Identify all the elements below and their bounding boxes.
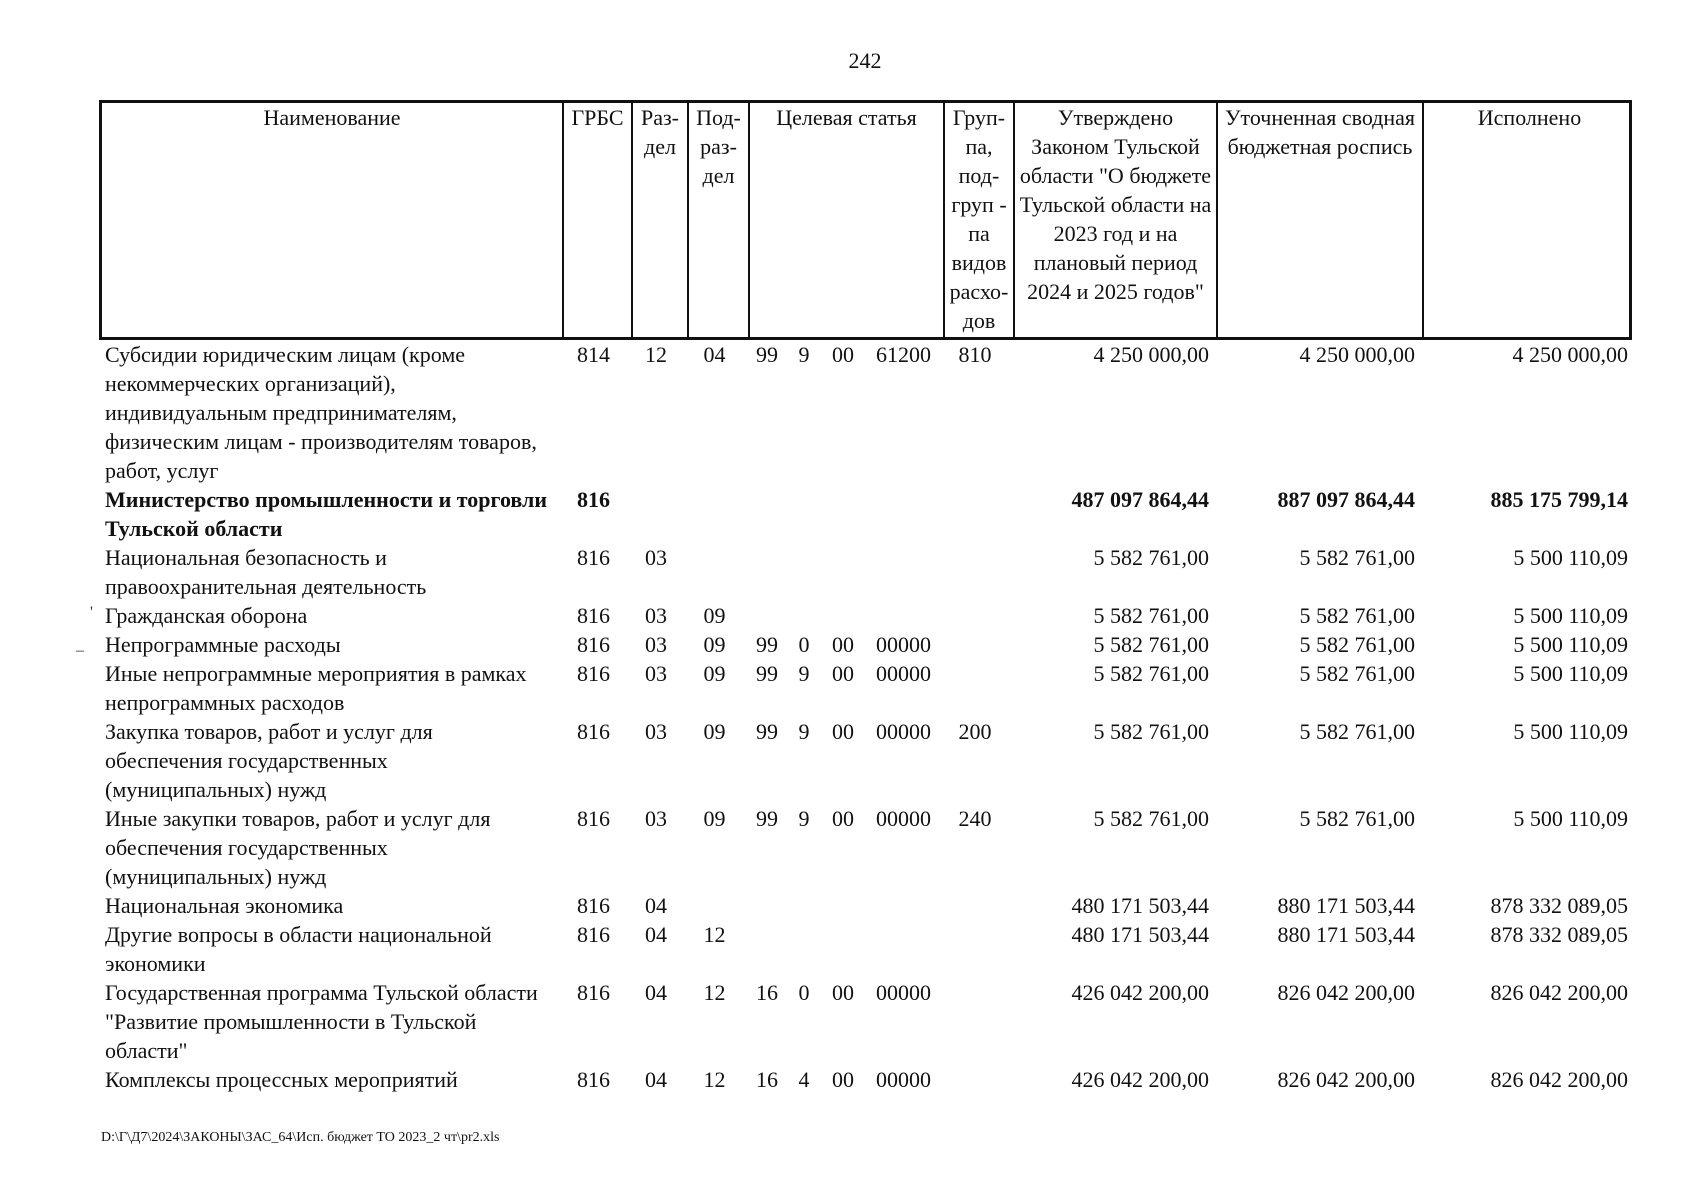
row-group xyxy=(940,485,1010,543)
header-group: Груп- па, под- груп - па видов расхо- дов xyxy=(943,103,1013,337)
row-target-1 xyxy=(745,891,789,920)
row-target-3: 00 xyxy=(832,661,854,686)
row-refined: 826 042 200,00 xyxy=(1277,1067,1415,1092)
row-group xyxy=(940,601,1010,630)
row-target-2 xyxy=(789,485,819,543)
row-grbs: 816 xyxy=(577,487,610,512)
row-target-3: 00 xyxy=(832,1067,854,1092)
row-group xyxy=(940,978,1010,1065)
row-approved: 5 582 761,00 xyxy=(1093,719,1209,744)
row-refined: 5 582 761,00 xyxy=(1299,603,1415,628)
row-target-1 xyxy=(745,485,789,543)
row-target-4 xyxy=(867,485,940,543)
row-executed: 5 500 110,09 xyxy=(1513,719,1628,744)
row-podrazdel xyxy=(684,485,745,543)
row-approved: 426 042 200,00 xyxy=(1071,980,1209,1005)
row-group xyxy=(940,630,1010,659)
row-target-2: 9 xyxy=(798,719,810,744)
row-podrazdel xyxy=(684,891,745,920)
row-grbs: 816 xyxy=(577,922,610,947)
row-executed: 5 500 110,09 xyxy=(1513,806,1628,831)
row-approved: 5 582 761,00 xyxy=(1093,545,1209,570)
row-name: Комплексы процессных мероприятий xyxy=(105,1067,458,1092)
row-refined: 5 582 761,00 xyxy=(1299,719,1415,744)
table-row xyxy=(99,717,1632,804)
row-executed: 5 500 110,09 xyxy=(1513,632,1628,657)
row-executed: 878 332 089,05 xyxy=(1490,893,1628,918)
header-target: Целевая статья xyxy=(748,103,943,337)
table-body xyxy=(99,340,1632,1094)
row-razdel: 04 xyxy=(645,893,667,918)
row-name: Иные закупки товаров, работ и услуг для обеспечения государственных (муниципальных) нужд xyxy=(105,806,491,889)
row-target-2: 9 xyxy=(798,342,810,367)
row-approved: 480 171 503,44 xyxy=(1071,922,1209,947)
margin-mark: ' xyxy=(90,604,93,621)
row-target-1 xyxy=(745,920,789,978)
row-name: Национальная безопасность и правоохранительная деятельность xyxy=(105,545,427,599)
row-refined: 5 582 761,00 xyxy=(1299,545,1415,570)
budget-table xyxy=(99,100,1632,1094)
row-target-4 xyxy=(867,543,940,601)
row-target-1: 16 xyxy=(756,980,778,1005)
header-podrazdel: Под- раз- дел xyxy=(687,103,748,337)
row-group xyxy=(940,920,1010,978)
row-refined: 4 250 000,00 xyxy=(1299,342,1415,367)
row-group: 240 xyxy=(958,806,992,831)
row-approved: 487 097 864,44 xyxy=(1071,487,1209,512)
row-approved: 5 582 761,00 xyxy=(1093,632,1209,657)
row-target-4: 00000 xyxy=(876,632,931,657)
row-executed: 826 042 200,00 xyxy=(1490,980,1628,1005)
row-grbs: 814 xyxy=(577,342,610,367)
row-grbs: 816 xyxy=(577,1067,610,1092)
row-podrazdel: 09 xyxy=(703,806,726,831)
row-name: Министерство промышленности и торговли Тульской области xyxy=(105,487,548,541)
header-approved: Утверждено Законом Тульской области "О бюджете Тульской области на 2023 год и на плановый период 2024 и 2025 годов" xyxy=(1013,103,1216,337)
row-name: Иные непрограммные мероприятия в рамках непрограммных расходов xyxy=(105,661,527,715)
row-razdel: 04 xyxy=(645,980,667,1005)
row-target-4 xyxy=(867,891,940,920)
row-group xyxy=(940,543,1010,601)
header-executed: Исполнено xyxy=(1422,103,1635,337)
row-grbs: 816 xyxy=(577,719,610,744)
row-executed: 826 042 200,00 xyxy=(1490,1067,1628,1092)
row-target-3 xyxy=(819,920,867,978)
row-target-3: 00 xyxy=(832,980,854,1005)
row-target-3: 00 xyxy=(832,342,854,367)
row-name: Национальная экономика xyxy=(105,893,344,918)
row-podrazdel: 04 xyxy=(703,342,726,367)
margin-mark: – xyxy=(76,642,84,659)
row-approved: 5 582 761,00 xyxy=(1093,603,1209,628)
row-grbs: 816 xyxy=(577,632,610,657)
row-target-4: 00000 xyxy=(876,980,931,1005)
row-target-3: 00 xyxy=(832,632,854,657)
header-refined: Уточненная сводная бюджетная роспись xyxy=(1216,103,1422,337)
row-podrazdel: 09 xyxy=(703,632,726,657)
row-razdel: 03 xyxy=(645,632,667,657)
row-target-3 xyxy=(819,485,867,543)
row-target-1: 99 xyxy=(756,632,778,657)
row-refined: 5 582 761,00 xyxy=(1299,661,1415,686)
row-name: Государственная программа Тульской области "Развитие промышленности в Тульской области" xyxy=(105,980,538,1063)
row-target-3 xyxy=(819,543,867,601)
table-header xyxy=(99,100,1632,340)
row-target-4: 00000 xyxy=(876,1067,931,1092)
page-number: 242 xyxy=(848,48,882,73)
row-target-1: 99 xyxy=(756,719,778,744)
row-podrazdel: 12 xyxy=(703,922,726,947)
row-refined: 880 171 503,44 xyxy=(1277,893,1415,918)
row-target-4: 00000 xyxy=(876,806,931,831)
row-executed: 5 500 110,09 xyxy=(1513,603,1628,628)
row-podrazdel: 09 xyxy=(703,661,726,686)
row-name: Субсидии юридическим лицам (кроме некоммерческих организаций), индивидуальным предпринимателям, физическим лицам - производителям товаров, работ, услуг xyxy=(105,342,537,483)
row-name: Непрограммные расходы xyxy=(105,632,341,657)
row-refined: 826 042 200,00 xyxy=(1277,980,1415,1005)
row-executed: 4 250 000,00 xyxy=(1512,342,1628,367)
table-row xyxy=(99,891,1632,920)
row-refined: 5 582 761,00 xyxy=(1299,806,1415,831)
row-razdel xyxy=(628,485,684,543)
table-row xyxy=(99,340,1632,485)
row-grbs: 816 xyxy=(577,980,610,1005)
row-target-2: 4 xyxy=(798,1067,810,1092)
row-target-1: 99 xyxy=(756,342,778,367)
row-razdel: 03 xyxy=(645,806,667,831)
file-path-footer: D:\Г\Д7\2024\ЗАКОНЫ\ЗАС_64\Исп. бюджет ТО 2023_2 чт\pr2.xls xyxy=(101,1130,500,1145)
row-podrazdel xyxy=(684,543,745,601)
row-razdel: 03 xyxy=(645,545,667,570)
row-name: Гражданская оборона xyxy=(105,603,308,628)
row-razdel: 03 xyxy=(645,603,667,628)
row-refined: 5 582 761,00 xyxy=(1299,632,1415,657)
row-grbs: 816 xyxy=(577,603,610,628)
row-target-4: 00000 xyxy=(876,661,931,686)
row-target-2: 0 xyxy=(798,980,810,1005)
table-row xyxy=(99,659,1632,717)
row-target-2 xyxy=(789,601,819,630)
row-executed: 5 500 110,09 xyxy=(1513,661,1628,686)
row-target-4: 00000 xyxy=(876,719,931,744)
row-target-1: 16 xyxy=(756,1067,778,1092)
row-podrazdel: 12 xyxy=(703,1067,726,1092)
row-approved: 426 042 200,00 xyxy=(1071,1067,1209,1092)
row-razdel: 04 xyxy=(645,1067,667,1092)
row-razdel: 04 xyxy=(645,922,667,947)
row-razdel: 12 xyxy=(645,342,667,367)
row-target-1: 99 xyxy=(756,661,778,686)
row-target-3: 00 xyxy=(832,719,854,744)
table-row xyxy=(99,804,1632,891)
row-approved: 480 171 503,44 xyxy=(1071,893,1209,918)
row-target-2: 9 xyxy=(798,806,810,831)
row-executed: 878 332 089,05 xyxy=(1490,922,1628,947)
row-grbs: 816 xyxy=(577,806,610,831)
row-group xyxy=(940,891,1010,920)
table-row xyxy=(99,630,1632,659)
table-row xyxy=(99,601,1632,630)
row-group: 810 xyxy=(958,342,992,367)
row-approved: 5 582 761,00 xyxy=(1093,806,1209,831)
row-target-2 xyxy=(789,920,819,978)
table-row xyxy=(99,920,1632,978)
row-target-1: 99 xyxy=(756,806,778,831)
row-target-2 xyxy=(789,543,819,601)
row-target-2: 9 xyxy=(798,661,810,686)
header-name: Наименование xyxy=(263,105,401,130)
table-row xyxy=(99,978,1632,1065)
row-group xyxy=(940,659,1010,717)
row-refined: 887 097 864,44 xyxy=(1277,487,1415,512)
row-name: Закупка товаров, работ и услуг для обеспечения государственных (муниципальных) нужд xyxy=(105,719,433,802)
row-target-2: 0 xyxy=(798,632,810,657)
header-razdel: Раз- дел xyxy=(631,103,687,337)
row-name: Другие вопросы в области национальной экономики xyxy=(105,922,492,976)
header-grbs: ГРБС xyxy=(562,103,631,337)
row-executed: 885 175 799,14 xyxy=(1490,487,1628,512)
table-row xyxy=(99,543,1632,601)
row-target-4 xyxy=(867,601,940,630)
row-razdel: 03 xyxy=(645,661,667,686)
row-target-4: 61200 xyxy=(876,342,931,367)
row-target-4 xyxy=(867,920,940,978)
row-refined: 880 171 503,44 xyxy=(1277,922,1415,947)
row-grbs: 816 xyxy=(577,545,610,570)
table-row xyxy=(99,1065,1632,1094)
row-podrazdel: 12 xyxy=(703,980,726,1005)
row-podrazdel: 09 xyxy=(703,603,726,628)
row-target-1 xyxy=(745,601,789,630)
row-razdel: 03 xyxy=(645,719,667,744)
row-grbs: 816 xyxy=(577,661,610,686)
row-grbs: 816 xyxy=(577,893,610,918)
row-target-1 xyxy=(745,543,789,601)
row-target-3 xyxy=(819,891,867,920)
row-group xyxy=(940,1065,1010,1094)
row-group: 200 xyxy=(958,719,992,744)
row-target-2 xyxy=(789,891,819,920)
row-podrazdel: 09 xyxy=(703,719,726,744)
row-executed: 5 500 110,09 xyxy=(1513,545,1628,570)
row-target-3 xyxy=(819,601,867,630)
row-target-3: 00 xyxy=(832,806,854,831)
row-approved: 5 582 761,00 xyxy=(1093,661,1209,686)
row-approved: 4 250 000,00 xyxy=(1093,342,1209,367)
table-row xyxy=(99,485,1632,543)
